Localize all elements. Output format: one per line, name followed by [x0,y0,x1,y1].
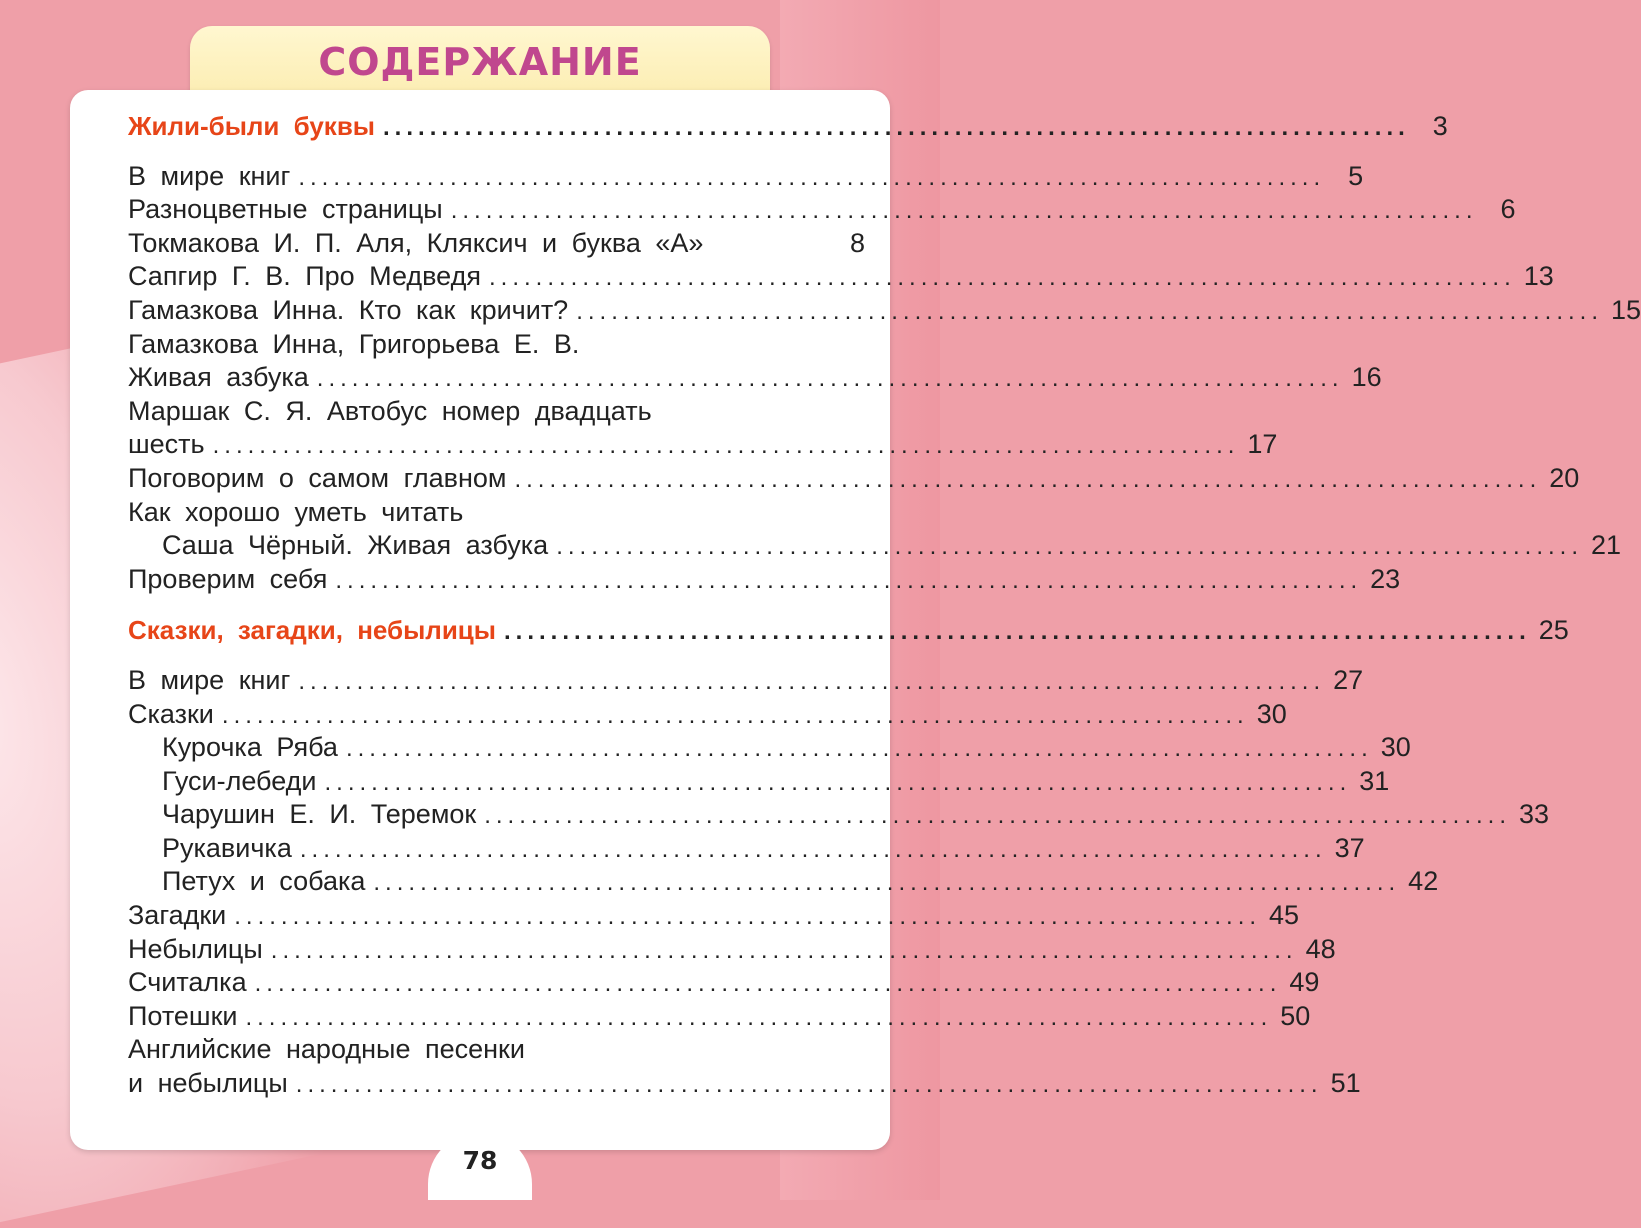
toc-entry[interactable] [128,260,1554,294]
toc-page-number: 5 [1348,160,1364,191]
page-title: СОДЕРЖАНИЕ [318,40,642,84]
leader-dots: ........................................................................................ [299,835,1327,863]
leader-dots: ........................................................................................ [556,533,1583,561]
toc-page-number: 50 [1280,1000,1311,1031]
toc-section-title: Жили-были буквы [128,111,376,141]
toc-entry-title: Небылицы [128,933,263,964]
toc-entry[interactable] [128,361,1382,395]
toc-section-title: Сказки, загадки, небылицы [128,615,496,646]
toc-entry[interactable] [128,529,1622,563]
toc-entry-title: Сказки [128,698,214,729]
toc-entry-title: Считалка [128,967,247,998]
leader-dots: ........................................................................................ [270,936,1298,964]
toc-page-number: 51 [1330,1068,1361,1099]
toc-page-number: 37 [1334,832,1365,863]
leader-dots: ........................................................................................ [316,365,1344,393]
toc-entry-title: Сапгир Г. В. Про Медведя [128,261,481,292]
toc-page-number: 49 [1289,967,1320,998]
toc-entry[interactable] [128,563,1401,597]
toc-page-number: 23 [1370,563,1401,594]
toc-page-number: 20 [1549,462,1580,493]
toc-entry-line[interactable] [128,395,865,429]
toc-page-number: 33 [1519,799,1550,830]
toc-entry-title: Как хорошо уметь читать [128,496,464,527]
toc-entry-title: Поговорим о самом главном [128,462,507,493]
toc-page-number: 15 [1610,294,1641,325]
toc-entry[interactable] [128,865,1439,899]
toc-entry-title: Чарушин Е. И. Теремок [162,799,477,830]
toc-entry-title: В мире книг [128,664,291,695]
toc-entry-title: Маршак С. Я. Автобус номер двадцать [128,395,652,426]
toc-entry[interactable] [128,731,1411,765]
toc-page-number: 16 [1351,362,1382,393]
toc-entry[interactable] [128,294,1641,328]
toc-entry-title: Курочка Ряба [162,732,338,763]
toc-entry[interactable] [128,966,1320,1000]
leader-dots: ........................................................................................ [373,869,1401,897]
toc-entry[interactable] [128,227,865,261]
toc-entry[interactable] [128,698,1287,732]
toc-entry-title: шесть [128,429,205,460]
leader-dots: ........................................................................................ [324,768,1352,796]
toc-entry-title: В мире книг [128,160,291,191]
leader-dots: ........................................................................................ [212,432,1240,460]
toc-entry[interactable] [128,832,1365,866]
leader-dots: ........................................................................................ [345,735,1373,763]
toc-page-number: 48 [1305,933,1336,964]
toc-entry[interactable] [128,933,1336,967]
toc-section[interactable] [128,110,1448,144]
leader-dots: ........................................................................................ [254,970,1282,998]
toc-page-number: 13 [1523,261,1554,292]
toc-page-number: 27 [1333,664,1364,695]
toc-entry-title: Загадки [128,900,227,931]
toc-entry[interactable] [128,664,1364,698]
leader-dots: ........................................................................................ [450,197,1478,225]
toc-entry-title: Рукавичка [162,832,292,863]
toc-page-number: 21 [1590,530,1622,561]
leader-dots: ........................................................................................ [295,1071,1323,1099]
toc-entry[interactable] [128,462,1580,496]
toc-entry-line[interactable] [128,328,865,362]
toc-entry-title: Проверим себя [128,563,328,594]
toc-entry-title: Разноцветные страницы [128,194,443,225]
leader-dots: ........................................................................................ [298,163,1326,191]
toc-entry-title: Потешки [128,1000,238,1031]
page-number: 78 [462,1146,498,1175]
toc-page-number: 6 [1500,194,1516,225]
toc-entry[interactable] [128,193,1516,227]
leader-dots: ........................................................................................ [383,114,1410,141]
toc-entry-line[interactable] [128,496,865,530]
leader-dots: ........................................................................................ [221,701,1249,729]
leader-dots: ........................................................................................ [335,566,1363,594]
toc-entry[interactable] [128,1067,1361,1101]
toc-entry[interactable] [128,428,1278,462]
toc-page-number: 30 [1256,698,1287,729]
leader-dots: ........................................................................................ [245,1003,1273,1031]
toc-entry-title: Токмакова И. П. Аля, Кляксич и буква «А» [128,227,704,258]
table-of-contents [128,110,1641,1101]
toc-page-number: 42 [1408,866,1439,897]
toc-entry[interactable] [128,1000,1311,1034]
toc-entry-title: Гамазкова Инна. Кто как кричит? [128,294,569,325]
toc-entry-title: Петух и собака [162,866,366,897]
toc-entry-title: Живая азбука [128,362,309,393]
leader-dots: ........................................................................................ [514,465,1542,493]
toc-entry-title: Английские народные песенки [128,1034,525,1065]
toc-page-number: 45 [1269,900,1300,931]
toc-section[interactable] [128,614,1569,648]
leader-dots: ........................................................................................ [234,903,1262,931]
toc-entry[interactable] [128,798,1550,832]
toc-page-number: 30 [1380,732,1411,763]
leader-dots: ........................................................................................ [576,297,1603,325]
toc-page-number: 31 [1359,765,1390,796]
toc-entry[interactable] [128,899,1300,933]
toc-entry-title: Гуси-лебеди [162,765,317,796]
toc-entry-line[interactable] [128,1033,865,1067]
leader-dots: ........................................................................................ [298,667,1326,695]
toc-page-number: 17 [1247,429,1278,460]
toc-page-number: 25 [1538,615,1569,646]
toc-entry-title: Саша Чёрный. Живая азбука [162,530,549,561]
leader-dots: ........................................................................................ [503,618,1531,646]
leader-dots: ........................................................................................ [484,802,1511,830]
toc-entry[interactable] [128,160,1364,194]
toc-entry[interactable] [128,765,1390,799]
toc-page-number: 3 [1432,111,1448,141]
toc-page-number: 8 [849,227,865,258]
leader-dots: ........................................................................................ [488,264,1516,292]
toc-entry-title: и небылицы [128,1068,288,1099]
toc-entry-title: Гамазкова Инна, Григорьева Е. В. [128,328,580,359]
